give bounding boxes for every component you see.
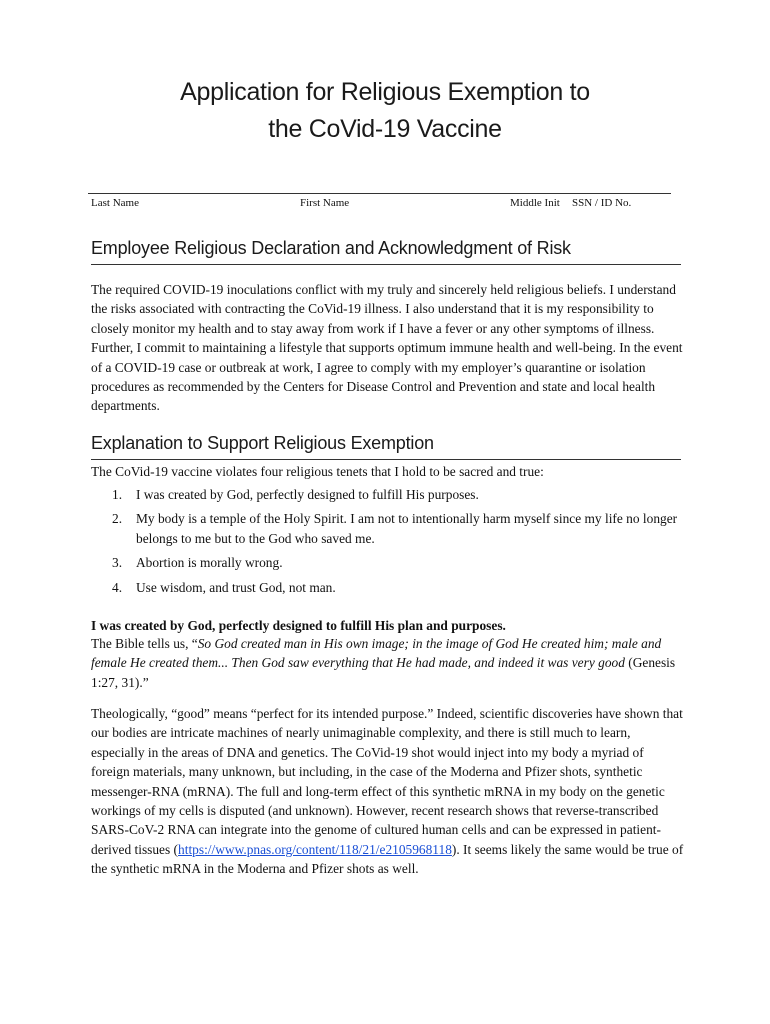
ssn-id-label: SSN / ID No. (572, 197, 632, 209)
list-item (91, 578, 685, 597)
last-name-label: Last Name (91, 197, 139, 209)
list-item-number: 1. (112, 487, 123, 502)
list-item (91, 509, 685, 548)
list-item-text: I was created by God, perfectly designed to fulfill His purposes. (136, 487, 479, 502)
first-name-label: First Name (300, 197, 350, 209)
declaration-heading-rule (91, 264, 681, 265)
explanation-intro: The CoVid-19 vaccine violates four religious tenets that I hold to be sacred and true: (91, 464, 544, 479)
created-by-god-subheading: I was created by God, perfectly designed to fulfill His plan and purposes. (91, 618, 506, 633)
list-item (91, 485, 685, 504)
theology-text-after: ). It seems likely the same would be true of the synthetic mRNA in the Moderna and Pfizer shots as well. (91, 841, 684, 877)
list-item-text: Abortion is morally wrong. (136, 555, 283, 571)
document-title (0, 74, 770, 148)
title-line-1: Application for Religious Exemption to (180, 78, 590, 106)
declaration-heading: Employee Religious Declaration and Acknowledgment of Risk (91, 238, 571, 258)
explanation-heading: Explanation to Support Religious Exemption (91, 433, 434, 453)
pnas-link[interactable]: https://www.pnas.org/content/118/21/e2105968118 (178, 841, 452, 857)
name-fields-line (88, 193, 671, 194)
list-item-number: 3. (112, 555, 123, 571)
declaration-paragraph: The required COVID-19 inoculations conflict with my truly and sincerely held religious beliefs. I understand the risks associated with contracting the CoVid-19 illness. I also understand that it is my responsibility to closely monitor my health and to stay away from work if I have a fever or any other symptoms of illness. Further, I commit to maintaining a lifestyle that supports optimum immune health and well-being. In the event of a COVID-19 case or outbreak at work, I agree to comply with my employer’s quarantine or isolation procedures as recommended by the Centers for Disease Control and Prevention and state and local health departments. (91, 282, 683, 414)
bible-quote: So God created man in His own image; in the image of God He created him; male and female He created them... Then God saw everything that He had made, and indeed it was very good (91, 636, 662, 671)
list-item-text: My body is a temple of the Holy Spirit. I am not to intentionally harm myself since my life no longer belongs to me but to the God who saved me. (136, 511, 678, 546)
list-item (91, 553, 685, 572)
bible-reference: (Genesis 1:27, 31).” (91, 655, 676, 690)
theology-text: Theologically, “good” means “perfect for its intended purpose.” Indeed, scientific discoveries have shown that our bodies are intricate machines of nearly unimaginable complexity, and there is still much to learn, especially in the areas of DNA and genetics. The CoVid-19 shot would inject into my body a myriad of foreign materials, many unknown, but including, in the case of the Moderna and Pfizer shots, synthetic messenger-RNA (mRNA). The full and long-term effect of this synthetic mRNA in my body on the genetic workings of my cells is disputed (and unknown). However, recent research shows that reverse-transcribed SARS-CoV-2 RNA can integrate into the genome of cultured human cells and can be expressed in patient-derived tissues ( (91, 706, 683, 857)
middle-init-label: Middle Init (510, 197, 560, 209)
tenets-list (91, 485, 685, 602)
title-line-2: the CoVid-19 Vaccine (268, 115, 502, 143)
list-item-number: 2. (112, 511, 123, 527)
explanation-heading-rule (91, 459, 681, 460)
bible-paragraph (91, 634, 685, 692)
list-item-number: 4. (112, 579, 123, 595)
list-item-text: Use wisdom, and trust God, not man. (136, 579, 336, 595)
bible-lead-text: The Bible tells us, “ (91, 636, 198, 651)
theology-paragraph (91, 704, 685, 879)
